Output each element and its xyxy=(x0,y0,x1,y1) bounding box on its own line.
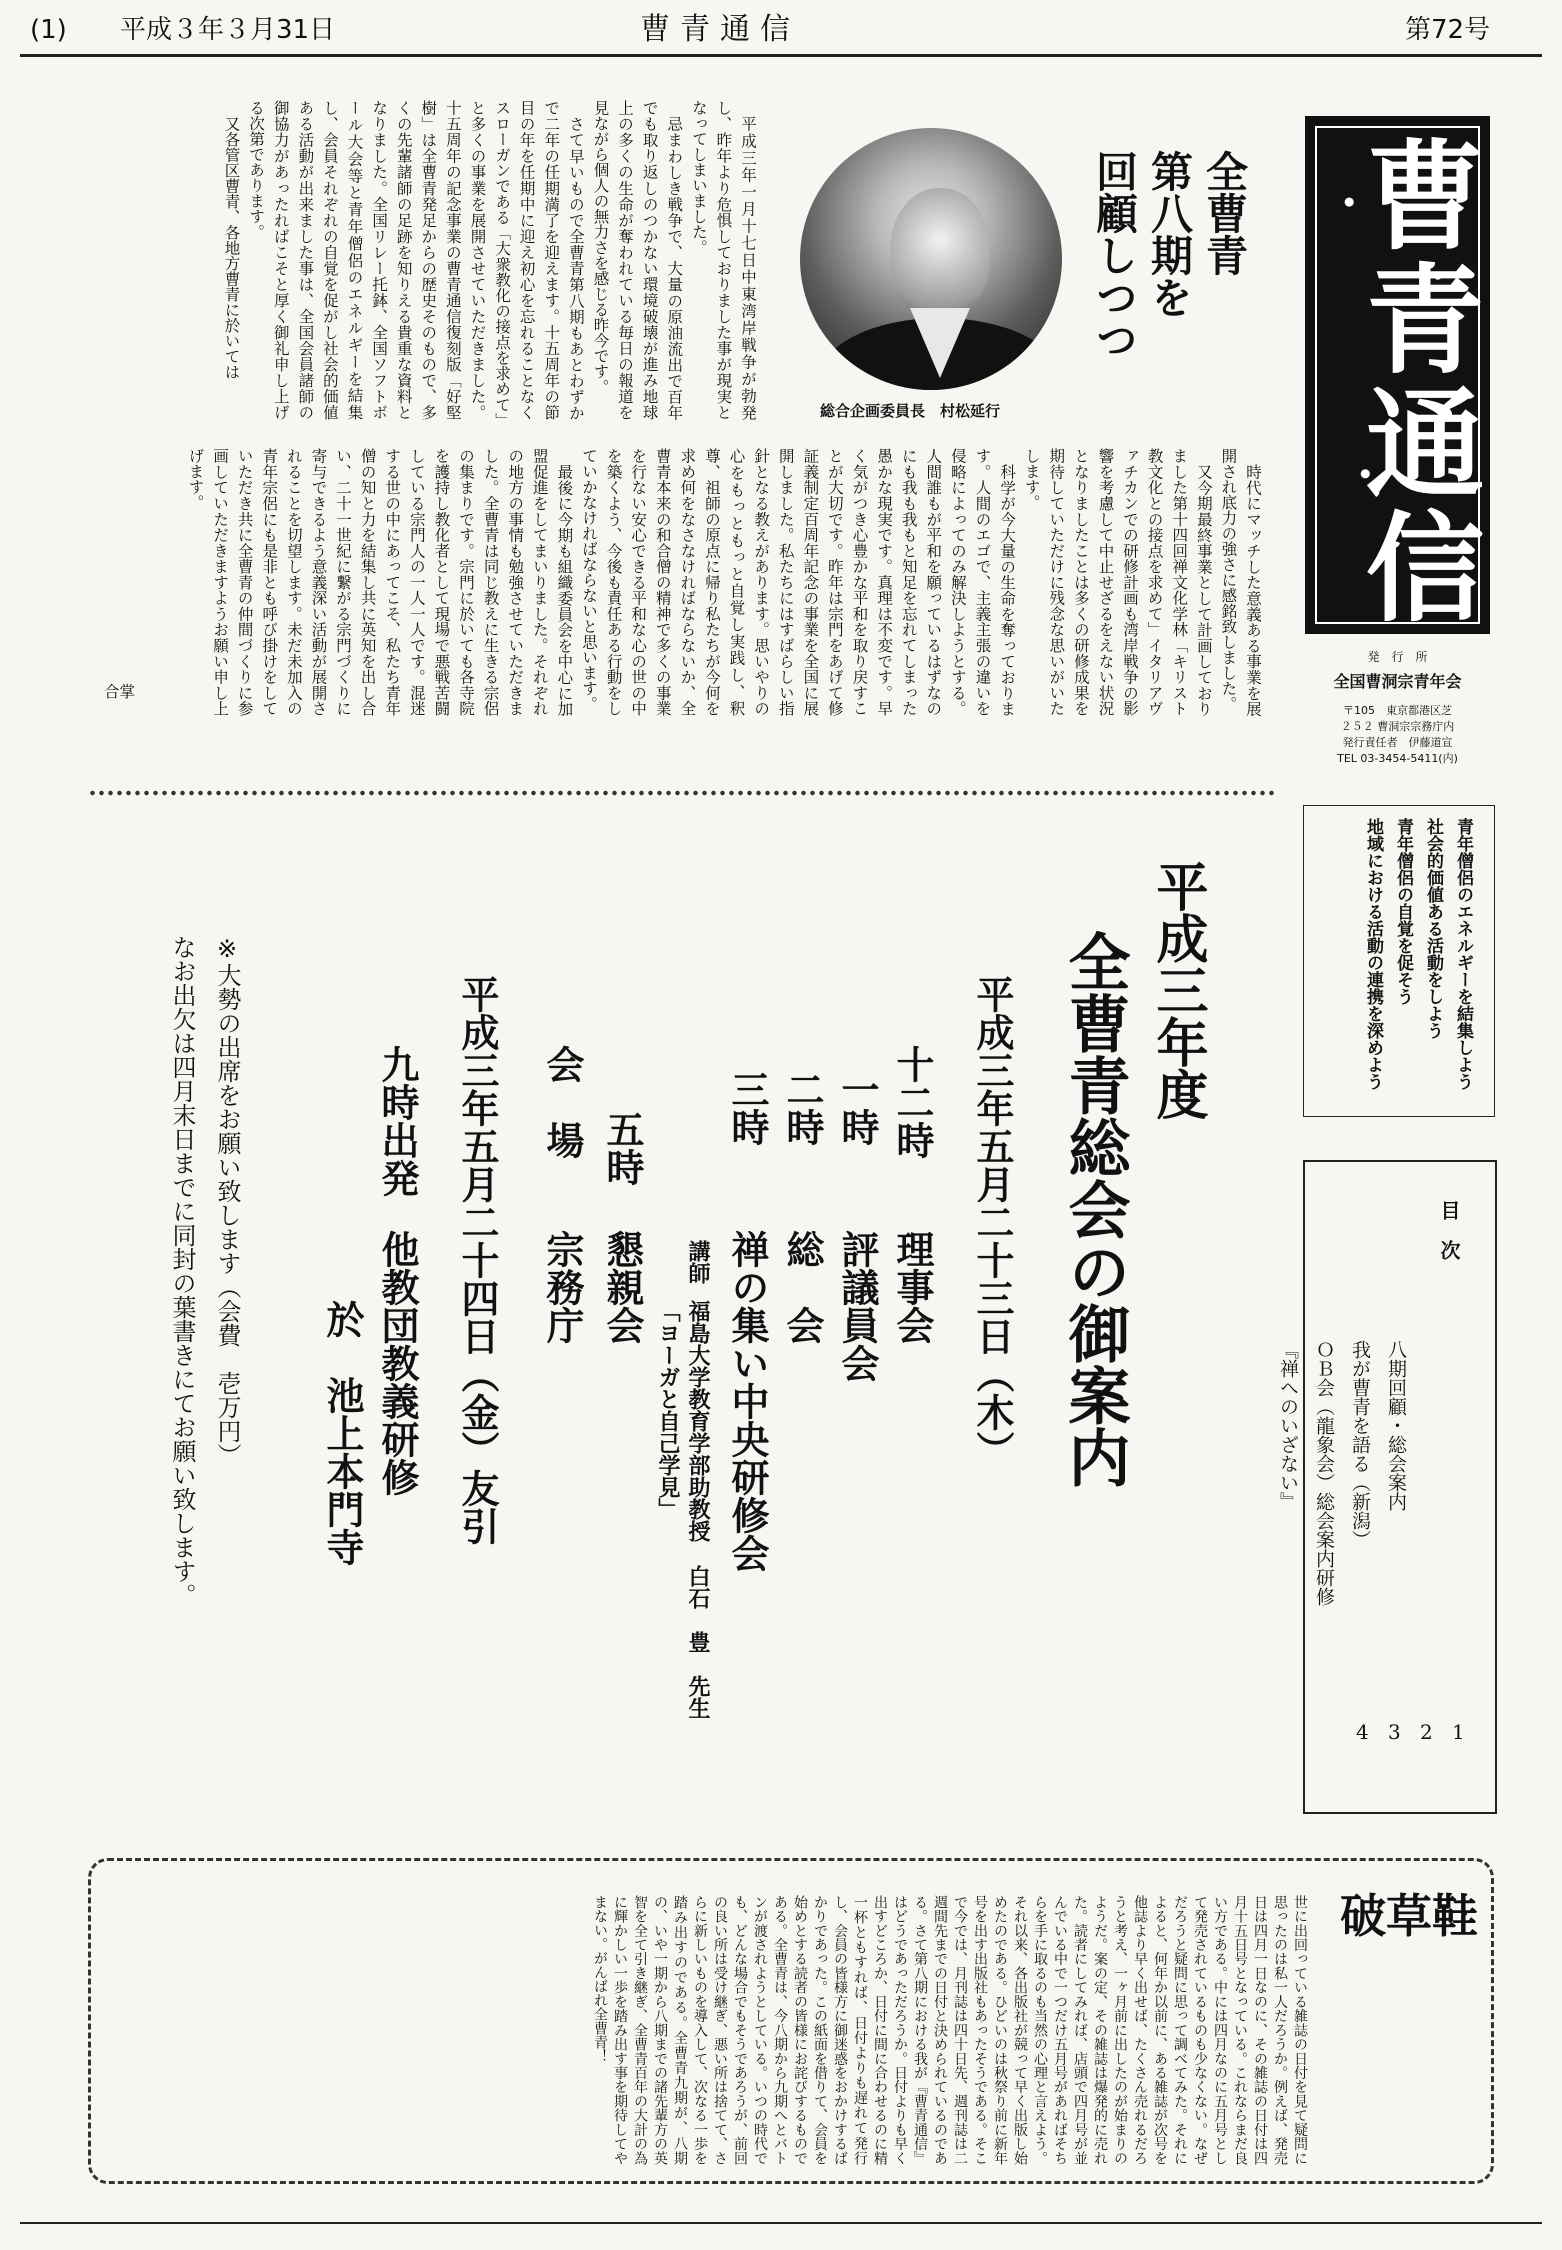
notice-title-year: 平成三年度 xyxy=(1147,860,1207,1120)
masthead-logo xyxy=(1305,116,1490,634)
header-rule xyxy=(20,54,1542,57)
closing-gassho: 合掌 xyxy=(104,683,136,701)
newspaper-page: (1) 平成３年３月31日 曹青通信 第72号 全曹青 第八期を 回顧しつつ 総合企画委員長 村松延行 平成三年一月十七日中東湾岸戦争が勃発し、昨年より危惧しておりました事が現実となってしまいました。 忌まわしき戦争で、大量の原油流出で百年でも取り返しのつかない環境破壊が進み地球上の多くの生命が奪われている毎日の報道を見ながら個人の無力さを感じる昨今です。 さて早いもので全曹青第八期もあとわずかで二年の任期満了を迎えます。十五周年の節目の年を任期中に迎え初心を忘れることなくスローガンである「大衆教化の接点を求めて」と多くの事業を展開させていただきました。十五周年の記念事業の曹青通信復刻版「好堅樹」は全曹青発足からの歴史そのもので、多くの先輩諸師の足跡を知りえる貴重な資料となりました。全国リレー托鉢、全国ソフトボール大会等と青年僧侶のエネルギーを結集し、会員それぞれの自覚を促がし社会的価値ある活動が出来ました事は、全国会員諸師の御協力があったればこそと厚く御礼申し上げる次第であります。 又各管区曹青、各地方曹青に於いては 時代にマッチした意義ある事業を展開され底力の強さに感銘致しました。 又今期最終事業として計画しておりました第十四回禅文化学林「キリスト教文化との接点を求めて」イタリアヴァチカンでの研修計画も湾岸戦争の影響を考慮して中止せざるをえない状況となりましたことは多くの研修成果を期待していただけに残念な思いがいたします。 科学が今大量の生命を奪っております。人間のエゴで、主義主張の違いを侵略によってのみ解決しようとする。人間誰もが平和を願っているはずなのにも我も我もと知足を忘れてしまった愚かな現実です。真理は不変です。早く気がつき心豊かな平和を取り戻すことが大切です。昨年は宗門をあげて修証義制定百周年記念の事業を全国に展開しました。私たちにはすばらしい指針となる教えがあります。思いやりの心をもっともっと自覚し実践し、釈尊、祖師の原点に帰り私たちが今何を求め何をなさなければならないか、全曹青本来の和合僧の精神で多くの事業を行ない安心できる平和な心の世の中を築くよう、今後も責任ある行動をしていかなければならないと思います。 最後に今期も組織委員会を中心に加盟促進をしてまいりました。それぞれの地方の事情も勉強させていただきました。全曹青は同じ教えに生きる宗侶の集まりです。宗門に於いても各寺院を護持し教化者として現場で悪戦苦闘している宗門人の一人一人です。混迷する世の中にあってこそ、私たち青年僧の知と力を結集し共に英知を出し合い、二十一世紀に繋がる宗門づくりに寄与できるよう意義深い活動が展開されることを切望します。未だ未加入の青年宗侶にも是非とも呼び掛けをしていただき共に全曹青の仲間づくりに参画していただきますようお願い申し上げます。 合掌 曹青通信 発 行 所 全国曹洞宗青年会 〒105 東京都港区芝 ２５２ 曹洞宗宗務庁内 発行責任者 伊藤道宣 TEL 03-3454-5411(内) 青年僧侶のエネルギーを結集しよう 社会的価値ある活動をしよう 青年僧侶の自覚を促そう 地域における活動の連携を深めよう 平成三年度 全曹青総会の御案内 平成三年五月二十三日（木） 十二時 理事会 一時 評議員会 二時 総 会 三時 禅の集い中央研修会 講師 福島大学教育学部助教授 白石 豊 先生 「ヨーガと自己学見」 五時 懇親会 会 場 宗務庁 平成三年五月二十四日（金）友引 九時出発 他教団教義研修 於 池上本門寺 ※大勢の出席をお願い致します（会費 壱万円） なお出欠は四月末日までに同封の葉書きにてお願い致します。 目 次 八期回顧・総会案内 我が曹青を語る（新潟） ＯＢ会（龍象会）総会案内研修 『禅へのいざない』 1 2 3 4 破草鞋 世に出回っている雑誌の日付を見て疑問に思ったのは私一人だろうか。例えば、発売日は四月一日なのに、その雑誌の日付は四月十五日号となっている。これならまだ良い方である。中には四月なのに五月号として発売されているものも少なくない。なぜだろうと疑問に思って調べてみた。それによると、何年か以前に、ある雑誌が次号を他誌より早く出せば、たくさん売れるだろうと考え、一ヶ月前に出したのが始まりのようだ。案の定、その雑誌は爆発的に売れた。読者にしてみれば、店頭で四月号が並んでいる中で一つだけ五月号があればそちらを手に取るのも当然の心理と言えよう。それ以来、各出版社が競って早く出版し始めたのである。ひどいのは秋祭り前に新年号を出す出版社もあったそうである。そこで今では、月刊誌は四十日先、週刊誌は二週間先までの日付と決められているのである。さて第八期における我が『曹青通信』はどうであっただろうか。日付よりも早く出すどころか、日付に間に合わせるのに精一杯ともすれば、日付よりも遅れて発行し、会員の皆様方に御迷惑をおかけするばかりであった。この紙面を借りて、会員を始めとする読者の皆様にお詫びするものである。全曹青は、今八期から九期へとバトンが渡されようとしている。いつの時代でも、どんな場合でもそうであろうが、前回の良い所は受け継ぎ、悪い所は捨てて、さらに新しいものを導入して、次なる一歩を踏み出すのである。全曹青九期が、八期の、いや一期から八期までの諸先輩方の英智を全て引き継ぎ、全曹青百年の大計の為に輝かしい一歩を踏み出す事を期待してやまない。がんばれ全曹青！ xyxy=(0,0,1562,2250)
logo-lettering: 曹青通信 xyxy=(1346,134,1485,630)
notice-date1: 平成三年五月二十三日（木） xyxy=(970,975,1014,1469)
attendance-note: ※大勢の出席をお願い致します（会費 壱万円） xyxy=(213,935,241,1467)
column-text: 世に出回っている雑誌の日付を見て疑問に思ったのは私一人だろうか。例えば、発売日は四月一日なのに、その雑誌の日付は四月十五日号となっている。これならまだ良い方である。中には四月なのに五月号として発売されているものも少なくない。なぜだろうと疑問に思って調べてみた。それによると、何年か以前に、ある雑誌が次号を他誌より早く出せば、たくさん売れるだろうと考え、一ヶ月前に出したのが始まりのようだ。案の定、その雑誌は爆発的に売れた。読者にしてみれば、店頭で四月号が並んでいる中で一つだけ五月号があればそちらを手に取るのも当然の心理と言えよう。それ以来、各出版社が競って早く出版し始めたのである。ひどいのは秋祭り前に新年号を出す出版社もあったそうである。そこで今では、月刊誌は四十日先、週刊誌は二週間先までの日付と決められているのである。さて第八期における我が『曹青通信』はどうであっただろうか。日付よりも早く出すどころか、日付に間に合わせるのに精一杯ともすれば、日付よりも遅れて発行し、会員の皆様方に御迷惑をおかけするばかりであった。この紙面を借りて、会員を始めとする読者の皆様にお詫びするものである。全曹青は、今八期から九期へとバトンが渡されようとしている。いつの時代でも、どんな場合でもそうであろうが、前回の良い所は受け継ぎ、悪い所は捨てて、さらに新しいものを導入して、次なる一歩を踏み出すのである。全曹青九期が、八期の、いや一期から八期までの諸先輩方の英智を全て引き継ぎ、全曹青百年の大計の為に輝かしい一歩を踏み出す事を期待してやまない。がんばれ全曹青！ xyxy=(592,1895,1308,2165)
motto-list: 青年僧侶のエネルギーを結集しよう 社会的価値ある活動をしよう 青年僧侶の自覚を促そう 地域における活動の連携を深めよう xyxy=(1363,818,1473,1090)
retro-title-line2: 第八期を xyxy=(1145,150,1194,318)
footer-rule xyxy=(20,2222,1542,2224)
retro-title-line3: 回顧しつつ xyxy=(1090,150,1139,360)
section-divider xyxy=(88,788,1278,798)
toc-item-3: ＯＢ会（龍象会）総会案内研修 xyxy=(1313,1340,1335,1606)
notice-seminar: 禅の集い中央研修会 xyxy=(725,1230,769,1572)
portrait-photo xyxy=(800,128,1062,390)
issue-number: 第72号 xyxy=(1405,15,1491,45)
publisher-name: 全国曹洞宗青年会 xyxy=(1333,672,1462,691)
trip-place: 於 池上本門寺 xyxy=(320,1300,364,1566)
publisher-box: 発 行 所 全国曹洞宗青年会 〒105 東京都港区芝 ２５２ 曹洞宗宗務庁内 発行責任者 伊藤道宣 TEL 03-3454-5411(内) xyxy=(1305,648,1490,788)
notice-date2: 平成三年五月二十四日（金）友引 xyxy=(455,975,499,1545)
retro-upper-text: 平成三年一月十七日中東湾岸戦争が勃発し、昨年より危惧しておりました事が現実となってしまいました。 忌まわしき戦争で、大量の原油流出で百年でも取り返しのつかない環境破壊が進み地球上の多くの生命が奪われている毎日の報道を見ながら個人の無力さを感じる昨今です。 さて早いもので全曹青第八期もあとわずかで二年の任期満了を迎えます。十五周年の節目の年を任期中に迎え初心を忘れることなくスローガンである「大衆教化の接点を求めて」と多くの事業を展開させていただきました。十五周年の記念事業の曹青通信復刻版「好堅樹」は全曹青発足からの歴史そのもので、多くの先輩諸師の足跡を知りえる貴重な資料となりました。全国リレー托鉢、全国ソフトボール大会等と青年僧侶のエネルギーを結集し、会員それぞれの自覚を促がし社会的価値ある活動が出来ました事は、全国会員諸師の御協力があったればこそと厚く御礼申し上げる次第であります。 又各管区曹青、各地方曹青に於いては xyxy=(222,100,757,420)
toc-heading: 目 次 xyxy=(1437,1200,1461,1260)
retro-title-line1: 全曹青 xyxy=(1200,150,1249,276)
issue-date: 平成３年３月31日 xyxy=(120,15,336,45)
page-number: (1) xyxy=(30,15,67,45)
lecturer-name: 白石 豊 先生 xyxy=(685,1565,710,1719)
toc-item-1: 八期回顧・総会案内 xyxy=(1385,1340,1407,1511)
rsvp-note: なお出欠は四月末日までに同封の葉書きにてお願い致します。 xyxy=(168,935,196,1607)
toc-item-2: 我が曹青を語る（新潟） xyxy=(1349,1340,1371,1549)
venue: 宗務庁 xyxy=(540,1230,584,1344)
photo-caption: 総合企画委員長 村松延行 xyxy=(820,402,1001,420)
newspaper-title: 曹青通信 xyxy=(640,12,800,47)
retro-lower-text: 時代にマッチした意義ある事業を展開され底力の強さに感銘致しました。 又今期最終事業として計画しておりました第十四回禅文化学林「キリスト教文化との接点を求めて」イタリアヴァチカンでの研修計画も湾岸戦争の影響を考慮して中止せざるをえない状況となりましたことは多くの研修成果を期待していただけに残念な思いがいたします。 科学が今大量の生命を奪っております。人間のエゴで、主義主張の違いを侵略によってのみ解決しようとする。人間誰もが平和を願っているはずなのにも我も我もと知足を忘れてしまった愚かな現実です。真理は不変です。早く気がつき心豊かな平和を取り戻すことが大切です。昨年は宗門をあげて修証義制定百周年記念の事業を全国に展開しました。私たちにはすばらしい指針となる教えがあります。思いやりの心をもっともっと自覚し実践し、釈尊、祖師の原点に帰り私たちが今何を求め何をなさなければならないか、全曹青本来の和合僧の精神で多くの事業を行ない安心できる平和な心の世の中を築くよう、今後も責任ある行動をしていかなければならないと思います。 最後に今期も組織委員会を中心に加盟促進をしてまいりました。それぞれの地方の事情も勉強させていただきました。全曹青は同じ教えに生きる宗侶の集まりです。宗門に於いても各寺院を護持し教化者として現場で悪戦苦闘している宗門人の一人一人です。混迷する世の中にあってこそ、私たち青年僧の知と力を結集し共に英知を出し合い、二十一世紀に繋がる宗門づくりに寄与できるよう意義深い活動が展開されることを切望します。未だ未加入の青年宗侶にも是非とも呼び掛けをしていただき共に全曹青の仲間づくりに参画していただきますようお願い申し上げます。 xyxy=(186,448,1262,716)
notice-title: 全曹青総会の御案内 xyxy=(1058,930,1131,1488)
column-title: 破草鞋 xyxy=(1340,1889,1478,1943)
toc-item-4: 『禅へのいざない』 xyxy=(1277,1340,1299,1511)
